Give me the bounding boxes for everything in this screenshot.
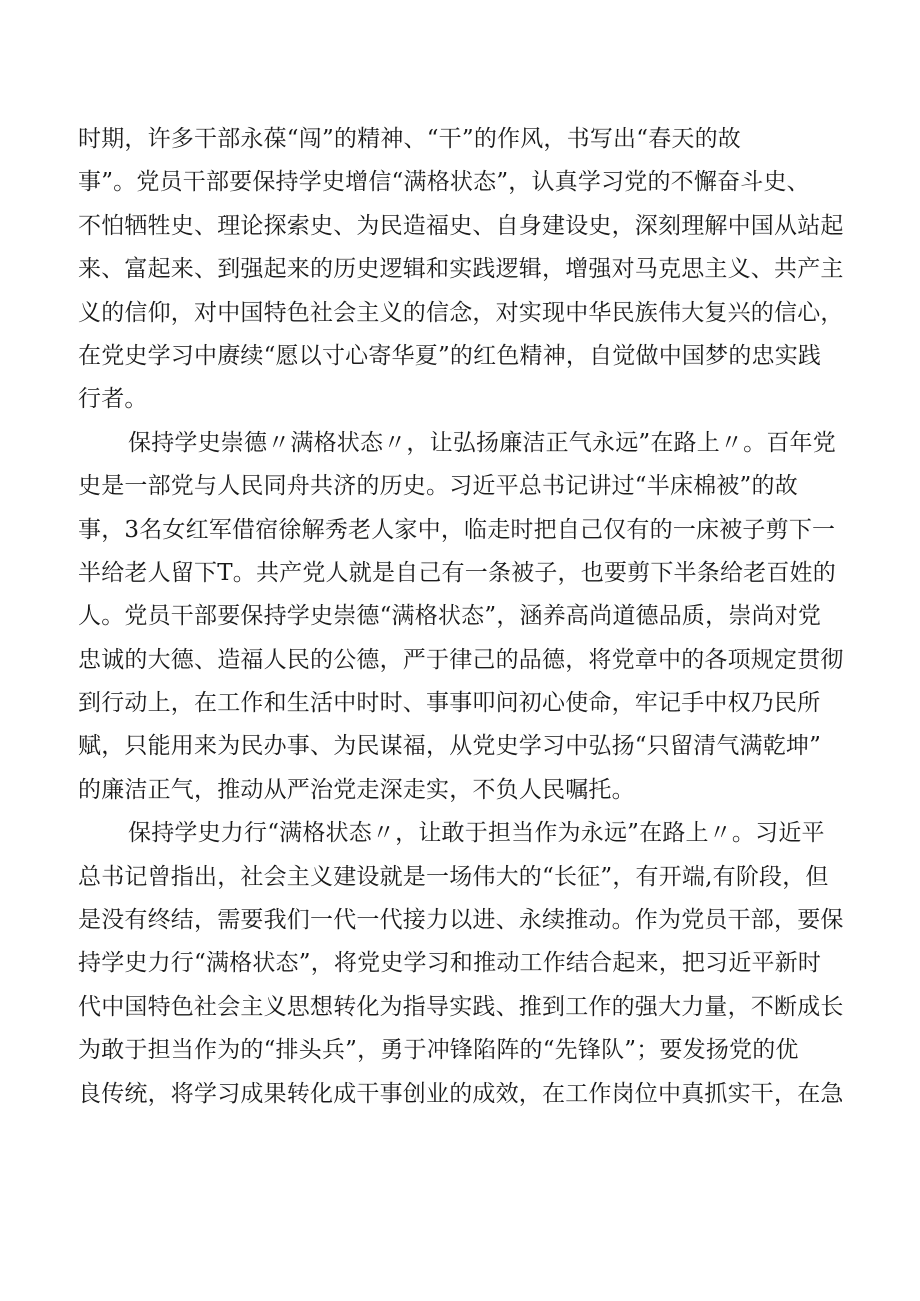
text-line: 的廉洁正气，推动从严治党走深走实，不负人民嘱托。: [78, 776, 635, 803]
body-text: [78, 118, 852, 1116]
text-line: 行者。: [78, 386, 148, 413]
text-line: 忠诚的大德、造福人民的公德，严于律己的品德，将党章中的各项规定贯彻: [78, 646, 844, 673]
text-line: 为敢于担当作为的“排头兵”，勇于冲锋陷阵的“先锋队”；要发扬党的优: [78, 1037, 799, 1064]
text-line: 事”。党员干部要保持学史增信“满格状态”，认真学习党的不懈奋斗史、: [78, 169, 810, 196]
paragraph-first-line: 保持学史力行“满格状态〃，让敢于担当作为永远”在路上〃。习近平: [128, 820, 825, 847]
text-line: 时期，许多干部永葆“闯”的精神、“干”的作风，书写出“春天的故: [78, 126, 741, 152]
text-line: 总书记曾指出，社会主义建设就是一场伟大的“长征”，有开端,有阶段，但: [78, 863, 829, 890]
text-line: 赋，只能用来为民办事、为民谋福，从党史学习中弘扬“只留清气满乾坤”: [78, 733, 822, 760]
text-line: 人。党员干部要保持学史崇德“满格状态”，涵养高尚道德品质，崇尚对党: [78, 603, 822, 630]
text-line: 义的信仰，对中国特色社会主义的信念，对实现中华民族伟大复兴的信心，: [78, 299, 844, 326]
paragraph-first-line: 保持学史崇德〃满格状态〃，让弘扬廉洁正气永远”在路上〃。百年党: [128, 429, 836, 456]
text-line: 代中国特色社会主义思想转化为指导实践、推到工作的强大力量，不断成长: [78, 993, 844, 1020]
text-line: 是没有终结，需要我们一代一代接力以进、永续推动。作为党员干部，要保: [78, 907, 844, 934]
text-line: 来、富起来、到强起来的历史逻辑和实践逻辑，增强对马克思主义、共产主: [78, 256, 844, 283]
text-line: 良传统，将学习成果转化成干事创业的成效，在工作岗位中真抓实干，在急: [78, 1080, 844, 1107]
text-line: 史是一部党与人民同舟共济的历史。习近平总书记讲过“半床棉被”的故: [78, 473, 798, 500]
text-line: 在党史学习中赓续“愿以寸心寄华夏”的红色精神，自觉做中国梦的忠实践: [78, 342, 822, 369]
text-line: 半给老人留下T。共产党人就是自己有一条被子，也要剪下半条给老百姓的: [78, 559, 836, 586]
text-line: 持学史力行“满格状态”，将党史学习和推动工作结合起来，把习近平新时: [78, 950, 822, 977]
text-line: 不怕牺牲史、理论探索史、为民造福史、自身建设史，深刻理解中国从站起: [78, 212, 844, 239]
text-line: 事，3名女红军借宿徐解秀老人家中，临走时把自己仅有的一床被子剪下一: [78, 516, 836, 543]
text-line: 到行动上，在工作和生活中时时、事事叩问初心使命，牢记手中权乃民所: [78, 690, 821, 717]
